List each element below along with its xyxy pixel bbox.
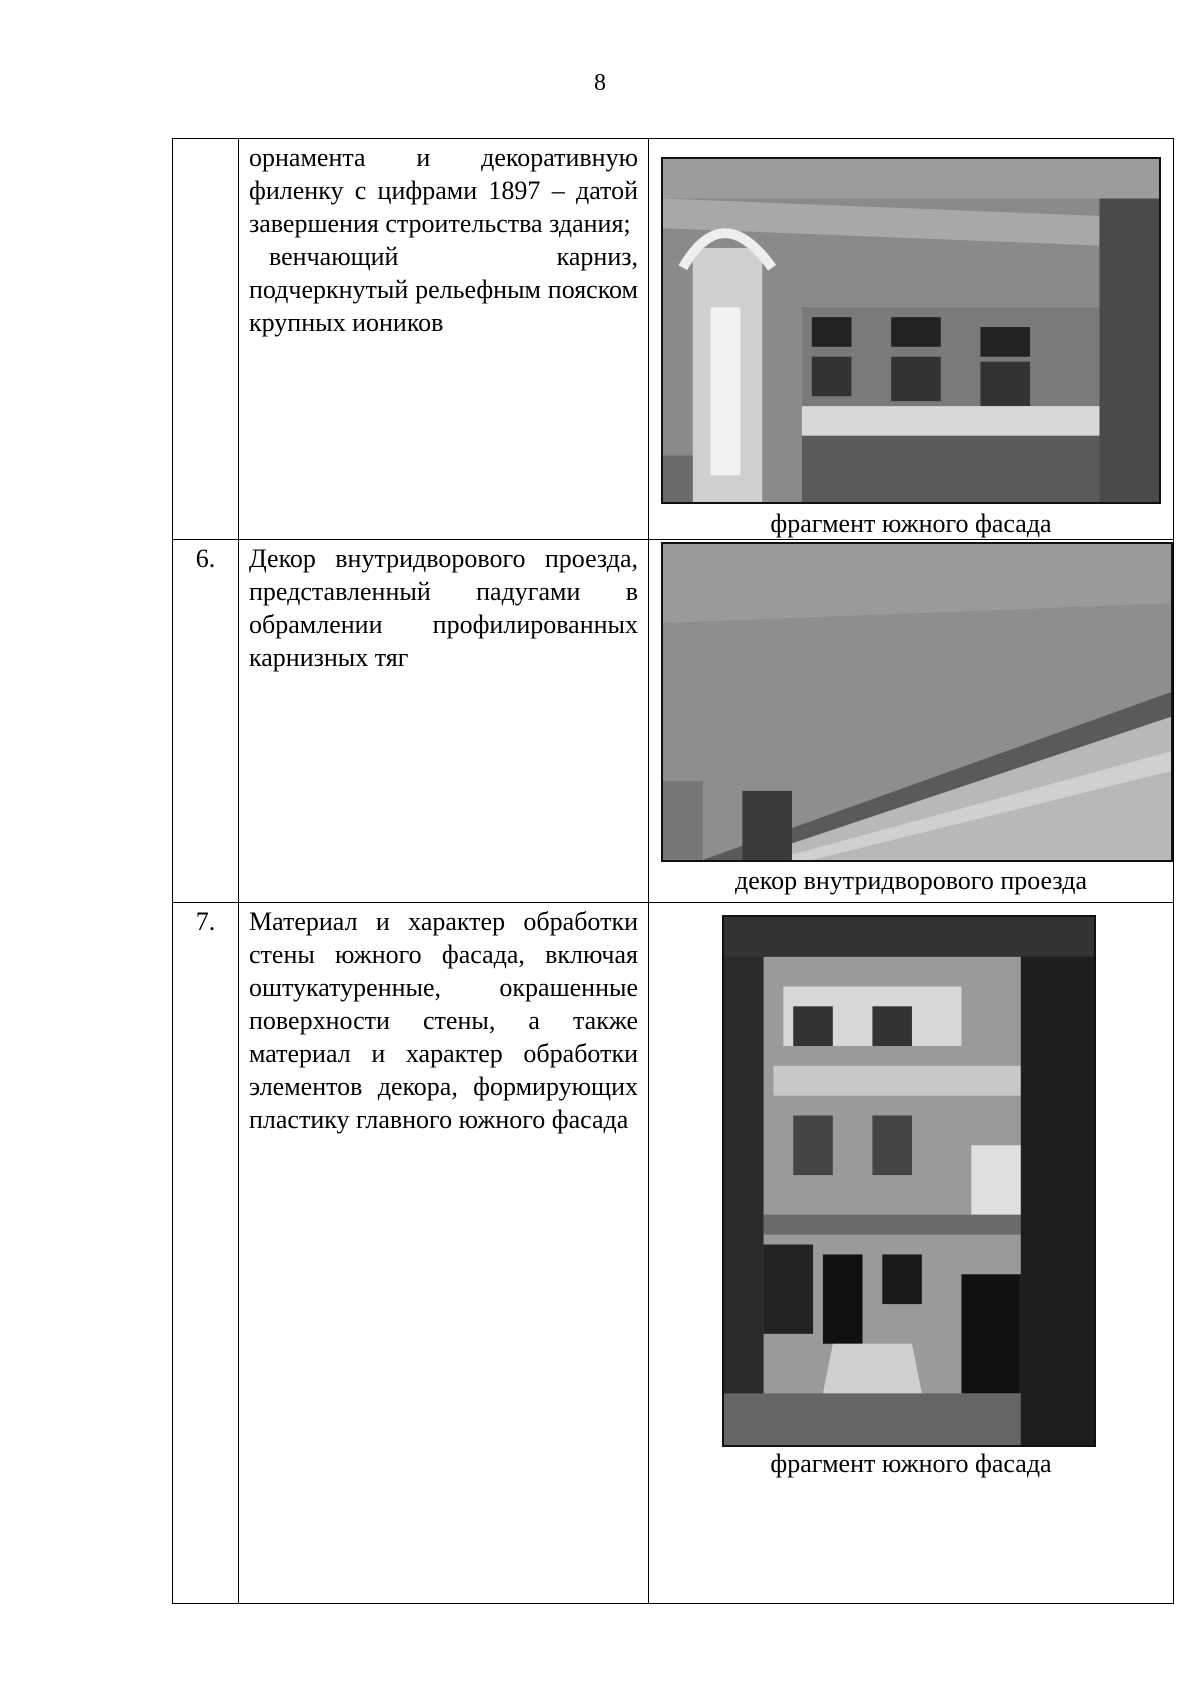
passage-ceiling-photo — [661, 542, 1173, 862]
description-paragraph: Декор внутридворового проезда, представленный падугами в обрамлении профилированных карнизных тяг — [249, 544, 638, 672]
object-subject-table — [172, 138, 1174, 1604]
description-paragraph: орнамента и декоративную филенку с цифрами 1897 – датой завершения строительства здания; — [249, 143, 638, 238]
facade-fragment-photo — [661, 157, 1161, 504]
photo-cell — [649, 903, 1174, 1604]
description-paragraph: Материал и характер обработки стены южного фасада, включая оштукатуренные, окрашенные поверхности стены, а также материал и характер обработки элементов декора, формирующих пластику главного южного фасада — [249, 907, 638, 1134]
description-cell — [239, 139, 649, 540]
row-number-cell — [173, 903, 239, 1604]
photo-cell — [649, 540, 1174, 903]
row-number — [173, 139, 238, 141]
row-number-cell — [173, 139, 239, 540]
photo-caption: фрагмент южного фасада — [770, 1449, 1052, 1478]
description-cell — [239, 540, 649, 903]
photo-cell — [649, 139, 1174, 540]
south-facade-photo — [722, 915, 1096, 1447]
table-row — [173, 903, 1174, 1604]
row-number: 6. — [195, 544, 216, 573]
photo-caption: декор внутридворового проезда — [735, 866, 1087, 895]
page-number: 8 — [594, 70, 606, 96]
table-row — [173, 540, 1174, 903]
photo-caption: фрагмент южного фасада — [770, 509, 1052, 538]
table-row — [173, 139, 1174, 540]
row-number: 7. — [195, 907, 216, 936]
row-number-cell — [173, 540, 239, 903]
description-cell — [239, 903, 649, 1604]
description-paragraph: венчающий карниз, подчеркнутый рельефным пояском крупных иоников — [249, 242, 638, 337]
